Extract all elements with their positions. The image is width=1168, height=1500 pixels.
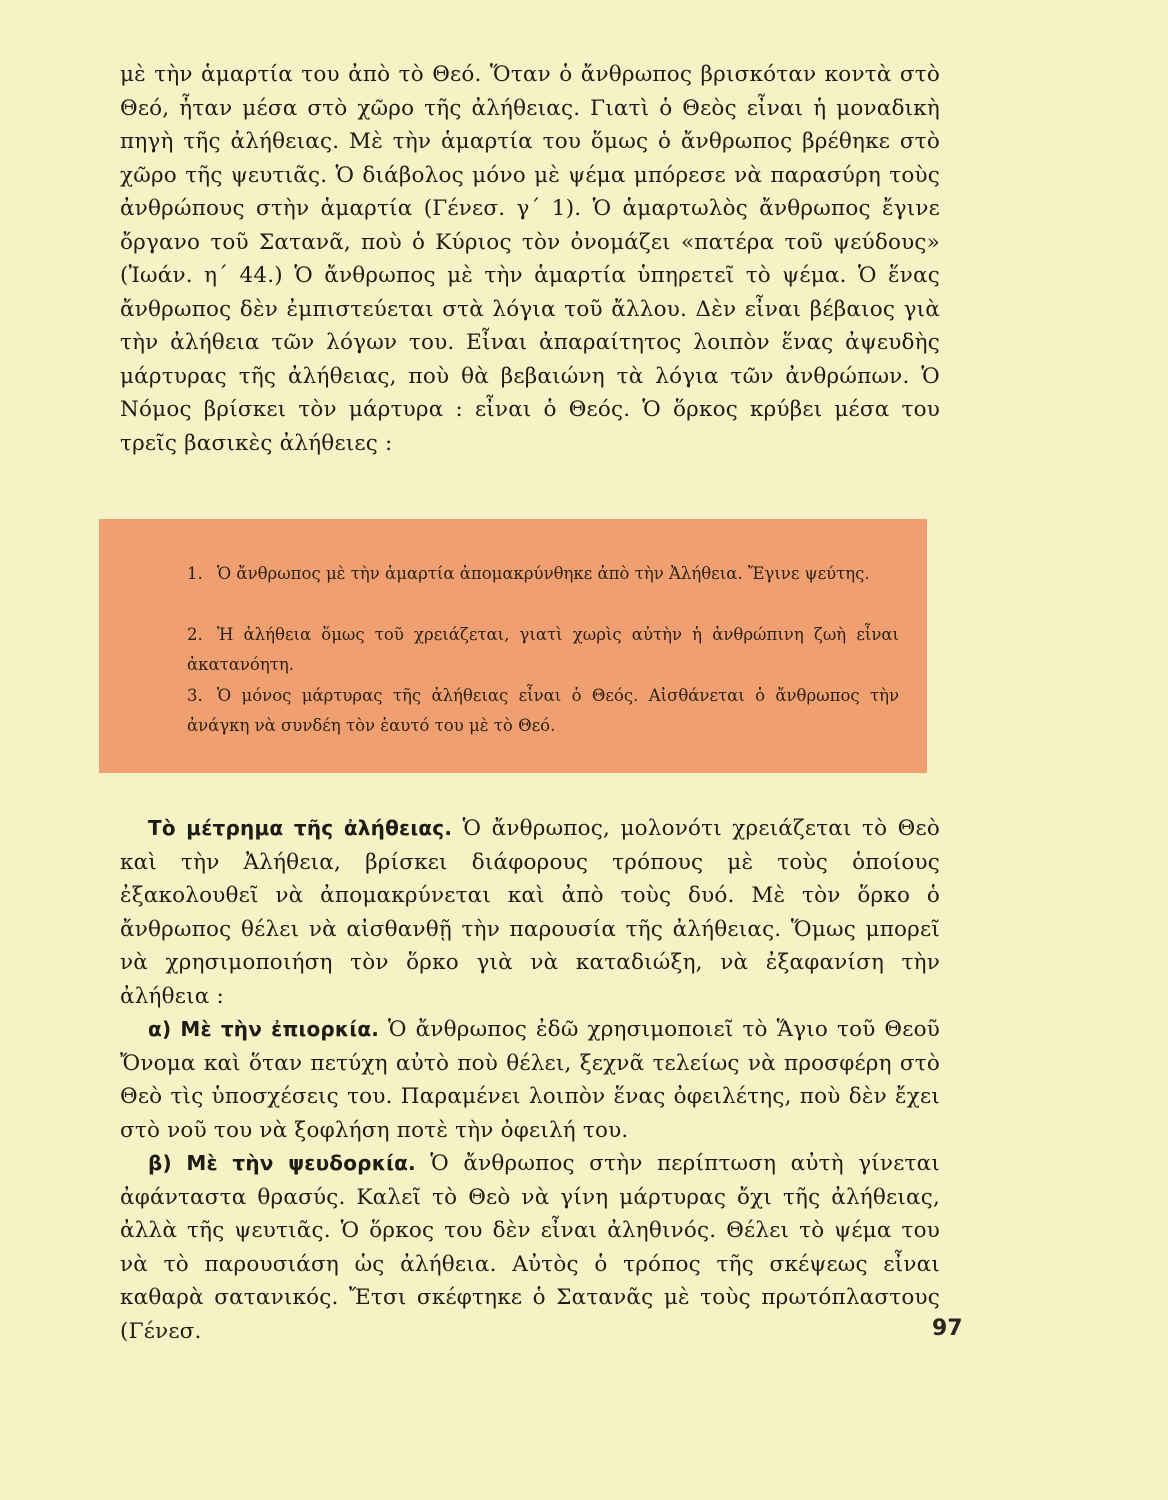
section-paragraph bbox=[120, 812, 940, 1013]
box-item-1 bbox=[187, 559, 899, 589]
box-item-2 bbox=[187, 620, 899, 680]
intro-paragraph: μὲ τὴν ἁμαρτία του ἀπὸ τὸ Θεό. Ὅταν ὁ ἄνθρωπος βρισκόταν κοντὰ στὸ Θεό, ἦταν μέσα στὸ χῶρο τῆς ἀλήθειας. Γιατὶ ὁ Θεὸς εἶναι ἡ μοναδικὴ πηγὴ τῆς ἀλήθειας. Μὲ τὴν ἁμαρτία του ὅμως ὁ ἄνθρωπος βρέθηκε στὸ χῶρο τῆς ψευτιᾶς. Ὁ διάβολος μόνο μὲ ψέμα μπόρεσε νὰ παρασύρη τοὺς ἀνθρώπους στὴν ἁμαρτία (Γένεσ. γ΄ 1). Ὁ ἁμαρτωλὸς ἄνθρωπος ἔγινε ὄργανο τοῦ Σατανᾶ, ποὺ ὁ Κύριος τὸν ὀνομάζει «πατέρα τοῦ ψεύδους» (Ἰωάν. η΄ 44.) Ὁ ἄνθρωπος μὲ τὴν ἁμαρτία ὑπηρετεῖ τὸ ψέμα. Ὁ ἕνας ἄνθρωπος δὲν ἐμπιστεύεται στὰ λόγια τοῦ ἄλλου. Δὲν εἶναι βέβαιος γιὰ τὴν ἀλήθεια τῶν λόγων του. Εἶναι ἀπαραίτητος λοιπὸν ἕνας ἀψευδὴς μάρτυρας τῆς ἀλήθειας, ποὺ θὰ βεβαιώνη τὰ λόγια τῶν ἀνθρώπων. Ὁ Νόμος βρίσκει τὸν μάρτυρα : εἶναι ὁ Θεός. Ὁ ὅρκος κρύβει μέσα του τρεῖς βασικὲς ἀλήθειες : bbox=[120, 62, 940, 456]
box-item-text: Ὁ μόνος μάρτυρας τῆς ἀλήθειας εἶναι ὁ Θεός. Αἰσθάνεται ὁ ἄνθρωπος τὴν ἀνάγκη νὰ συνδέη τὸν ἑαυτό του μὲ τὸ Θεό. bbox=[187, 686, 899, 735]
page-number: 97 bbox=[932, 1316, 963, 1341]
subsection-a-text: Ὁ ἄνθρωπος ἐδῶ χρησιμοποιεῖ τὸ Ἅγιο τοῦ Θεοῦ Ὄνομα καὶ ὅταν πετύχη αὐτὸ ποὺ θέλει, ξεχνᾶ τελείως νὰ προσφέρη στὸ Θεὸ τὶς ὑποσχέσεις του. Παραμένει λοιπὸν ἕνας ὀφειλέτης, ποὺ δὲν ἔχει στὸ νοῦ του νὰ ξοφλήση ποτὲ τὴν ὀφειλή του. bbox=[120, 1017, 940, 1143]
subsection-a-heading: α) Μὲ τὴν ἐπιορκία. bbox=[148, 1017, 380, 1041]
box-item-text: Ἡ ἀλήθεια ὅμως τοῦ χρειάζεται, γιατὶ χωρὶς αὐτὴν ἡ ἀνθρώπινη ζωὴ εἶναι ἀκατανόητη. bbox=[187, 625, 899, 674]
subsection-b-text: Ὁ ἄνθρωπος στὴν περίπτωση αὐτὴ γίνεται ἀφάνταστα θρασύς. Καλεῖ τὸ Θεὸ νὰ γίνη μάρτυρας ὄχι τῆς ἀλήθειας, ἀλλὰ τῆς ψευτιᾶς. Ὁ ὅρκος του δὲν εἶναι ἀληθινός. Θέλει τὸ ψέμα του νὰ τὸ παρουσιάση ὡς ἀλήθεια. Αὐτὸς ὁ τρόπος τῆς σκέψεως εἶναι καθαρὰ σατανικός. Ἔτσι σκέφτηκε ὁ Σατανᾶς μὲ τοὺς πρωτόπλαστους (Γένεσ. bbox=[120, 1151, 940, 1344]
box-item-number: 1. bbox=[187, 564, 203, 583]
subsection-a bbox=[120, 1013, 940, 1147]
box-item-text: Ὁ ἄνθρωπος μὲ τὴν ἁμαρτία ἀπομακρύνθηκε ἀπὸ τὴν Ἀλήθεια. Ἔγινε ψεύτης. bbox=[217, 564, 870, 583]
box-item-3 bbox=[187, 681, 899, 741]
subsection-b bbox=[120, 1147, 940, 1348]
box-item-number: 2. bbox=[187, 625, 203, 644]
section-heading: Τὸ μέτρημα τῆς ἀλήθειας. bbox=[148, 816, 453, 840]
section-text: Ὁ ἄνθρωπος, μολονότι χρειάζεται τὸ Θεὸ καὶ τὴν Ἀλήθεια, βρίσκει διάφορους τρόπους μὲ τοὺς ὁποίους ἐξακολουθεῖ νὰ ἀπομακρύνεται καὶ ἀπὸ τοὺς δυό. Μὲ τὸν ὅρκο ὁ ἄνθρωπος θέλει νὰ αἰσθανθῇ τὴν παρουσία τῆς ἀλήθειας. Ὅμως μπορεῖ νὰ χρησιμοποιήση τὸν ὅρκο γιὰ νὰ καταδιώξη, νὰ ἐξαφανίση τὴν ἀλήθεια : bbox=[120, 816, 940, 1009]
subsection-b-heading: β) Μὲ τὴν ψευδορκία. bbox=[148, 1151, 416, 1175]
highlight-box bbox=[99, 519, 927, 773]
box-item-number: 3. bbox=[187, 686, 203, 705]
section-measure-of-truth bbox=[120, 812, 940, 1348]
